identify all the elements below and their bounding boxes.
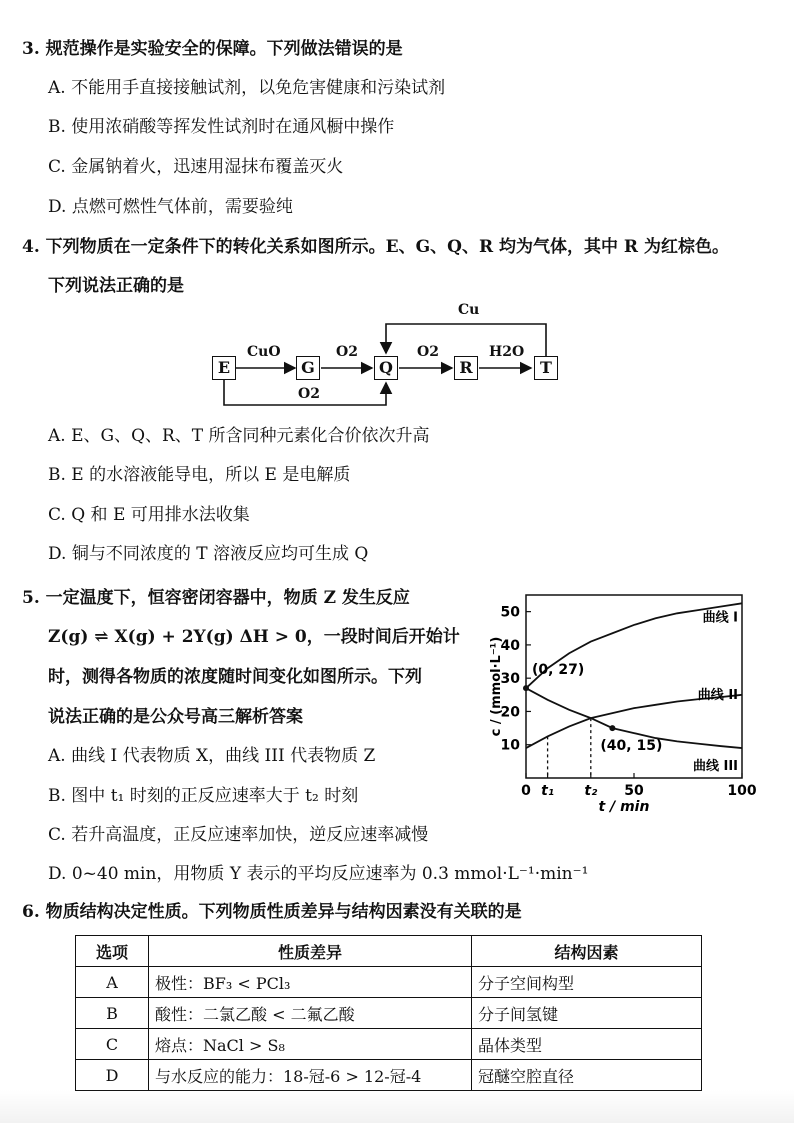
table-row xyxy=(76,1060,702,1091)
q3-option-a: A. 不能用手直接接触试剂，以免危害健康和污染试剂 xyxy=(48,78,446,98)
q6-stem: 6. 物质结构决定性质。下列物质性质差异与结构因素没有关联的是 xyxy=(22,902,522,922)
x-tick-label: t₂ xyxy=(584,783,598,799)
row-d-structure: 冠醚空腔直径 xyxy=(472,1060,702,1091)
series-label-2: 曲线 II xyxy=(697,687,738,703)
label-o2-qr: O2 xyxy=(417,344,439,360)
q3-option-b: B. 使用浓硝酸等挥发性试剂时在通风橱中操作 xyxy=(48,117,395,137)
row-b-option: B xyxy=(76,998,149,1029)
node-r: R xyxy=(454,356,478,380)
x-tick-label: 100 xyxy=(727,783,757,799)
q4-option-a: A. E、G、Q、R、T 所含同种元素化合价依次升高 xyxy=(48,426,430,446)
header-structure: 结构因素 xyxy=(472,936,702,967)
q5-option-c: C. 若升高温度，正反应速率加快，逆反应速率减慢 xyxy=(48,825,429,845)
q4-stem-line2: 下列说法正确的是 xyxy=(48,276,184,296)
label-cuo: CuO xyxy=(247,344,281,360)
y-tick-label: 20 xyxy=(500,704,520,721)
label-cu: Cu xyxy=(458,302,480,318)
x-tick-label: t₁ xyxy=(541,783,555,799)
q5-stem-line2: Z(g) ⇌ X(g) + 2Y(g) ΔH > 0，一段时间后开始计 xyxy=(48,627,460,647)
row-b-structure: 分子间氢键 xyxy=(472,998,702,1029)
node-t: T xyxy=(534,356,558,380)
y-axis-label: c / (mmol·L⁻¹) xyxy=(489,636,504,737)
row-a-property: 极性：BF₃ < PCl₃ xyxy=(149,967,472,998)
annotation-point xyxy=(609,725,615,731)
x-tick-label: 50 xyxy=(624,783,644,799)
y-tick-label: 30 xyxy=(500,671,520,688)
q5-option-a: A. 曲线 I 代表物质 X，曲线 III 代表物质 Z xyxy=(48,746,376,766)
x-tick-label: 0 xyxy=(521,783,531,799)
row-c-property: 熔点：NaCl > S₈ xyxy=(149,1029,472,1060)
q6-table xyxy=(75,935,702,1091)
annotation-label: (40, 15) xyxy=(600,738,663,755)
q5-stem-line4: 说法正确的是公众号高三解析答案 xyxy=(48,707,303,727)
node-g: G xyxy=(296,356,320,380)
q5-option-b: B. 图中 t₁ 时刻的正反应速率大于 t₂ 时刻 xyxy=(48,786,359,806)
annotation-point xyxy=(523,685,529,691)
q4-option-d: D. 铜与不同浓度的 T 溶液反应均可生成 Q xyxy=(48,544,369,564)
row-c-option: C xyxy=(76,1029,149,1060)
row-a-structure: 分子空间构型 xyxy=(472,967,702,998)
table-header-row xyxy=(76,936,702,967)
row-c-structure: 晶体类型 xyxy=(472,1029,702,1060)
row-d-option: D xyxy=(76,1060,149,1091)
table-row xyxy=(76,1029,702,1060)
q4-option-c: C. Q 和 E 可用排水法收集 xyxy=(48,505,250,525)
bottom-page-fade xyxy=(0,1090,794,1123)
table-row xyxy=(76,967,702,998)
y-tick-label: 50 xyxy=(500,604,520,621)
q5-option-d: D. 0~40 min，用物质 Y 表示的平均反应速率为 0.3 mmol·L⁻¹·min⁻¹ xyxy=(48,864,589,884)
x-axis-label: t / min xyxy=(598,799,650,815)
q4-option-b: B. E 的水溶液能导电，所以 E 是电解质 xyxy=(48,465,351,485)
annotation-label: (0, 27) xyxy=(532,662,585,679)
row-a-option: A xyxy=(76,967,149,998)
label-o2-gq: O2 xyxy=(336,344,358,360)
series-label-3: 曲线 III xyxy=(692,759,738,775)
q5-chart xyxy=(470,585,770,815)
row-d-property: 与水反应的能力：18-冠-6 > 12-冠-4 xyxy=(149,1060,472,1091)
header-option: 选项 xyxy=(76,936,149,967)
q5-stem-line1: 5. 一定温度下，恒容密闭容器中，物质 Z 发生反应 xyxy=(22,588,410,608)
table-row xyxy=(76,998,702,1029)
series-label-1: 曲线 I xyxy=(702,610,738,626)
y-tick-label: 40 xyxy=(500,637,520,654)
q3-stem: 3. 规范操作是实验安全的保障。下列做法错误的是 xyxy=(22,39,403,59)
y-tick-label: 10 xyxy=(500,737,520,754)
row-b-property: 酸性：二氯乙酸 < 二氟乙酸 xyxy=(149,998,472,1029)
node-q: Q xyxy=(374,356,398,380)
q3-option-d: D. 点燃可燃性气体前，需要验纯 xyxy=(48,197,293,217)
q4-stem-line1: 4. 下列物质在一定条件下的转化关系如图所示。E、G、Q、R 均为气体，其中 R 为红棕色。 xyxy=(22,237,729,257)
label-h2o: H2O xyxy=(489,344,525,360)
q3-option-c: C. 金属钠着火，迅速用湿抹布覆盖灭火 xyxy=(48,157,344,177)
node-e: E xyxy=(212,356,236,380)
header-property: 性质差异 xyxy=(149,936,472,967)
q5-stem-line3: 时，测得各物质的浓度随时间变化如图所示。下列 xyxy=(48,667,422,687)
label-o2-eq: O2 xyxy=(298,386,320,402)
